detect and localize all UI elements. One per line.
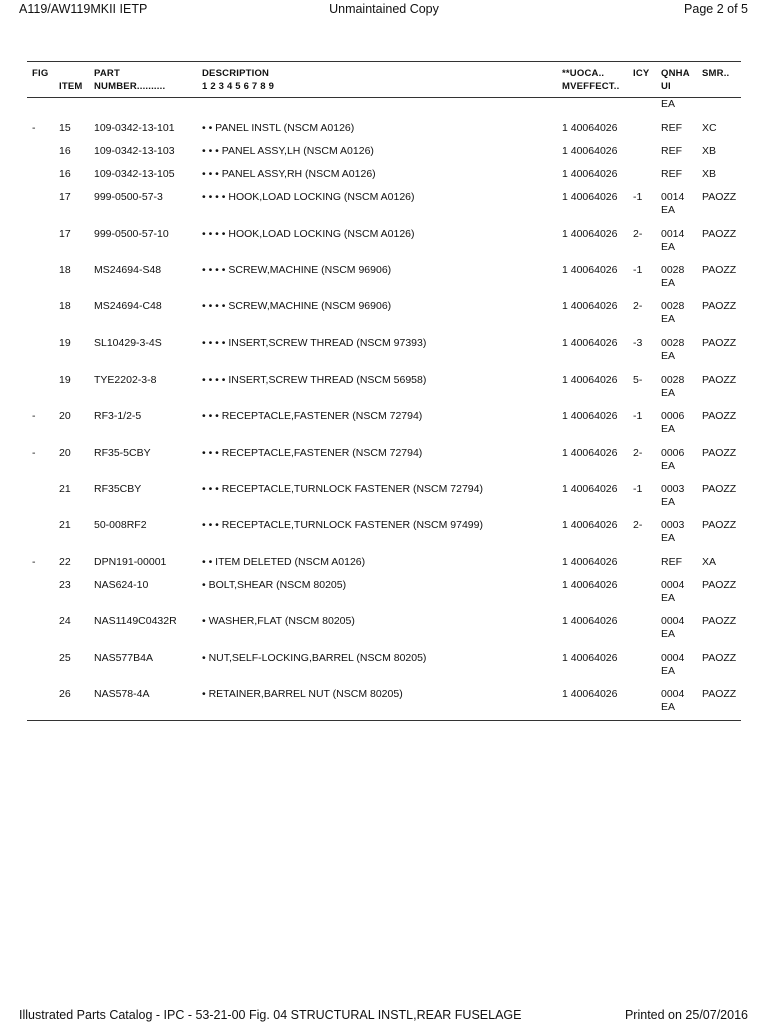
icy-cell: 2- (633, 519, 643, 531)
qty-cell: 0014 EA (661, 191, 685, 216)
smr-cell: XB (702, 168, 717, 180)
col-header-part-number: PART NUMBER.......... (94, 68, 166, 92)
part-number-cell: RF35CBY (94, 483, 142, 495)
uoc-cell: 1 40064026 (562, 447, 618, 459)
uoc-cell: 1 40064026 (562, 688, 618, 700)
qty-cell: 0003 EA (661, 483, 685, 508)
qty-cell: 0028 EA (661, 337, 685, 362)
col-header-smr: SMR.. (702, 68, 730, 79)
fig-cell: - (32, 447, 36, 459)
description-cell: • • • • SCREW,MACHINE (NSCM 96906) (202, 300, 392, 312)
smr-cell: XB (702, 145, 717, 157)
smr-cell: PAOZZ (702, 688, 737, 700)
page-header (0, 2, 768, 18)
part-number-cell: TYE2202-3-8 (94, 374, 157, 386)
part-number-cell: NAS578-4A (94, 688, 150, 700)
part-number-cell: RF35-5CBY (94, 447, 151, 459)
item-cell: 25 (59, 652, 71, 664)
icy-cell: -1 (633, 483, 643, 495)
qty-cell: 0004 EA (661, 615, 685, 640)
qty-cell: REF (661, 168, 682, 180)
fig-cell: - (32, 410, 36, 422)
icy-cell: -1 (633, 264, 643, 276)
uoc-cell: 1 40064026 (562, 191, 618, 203)
description-cell: • WASHER,FLAT (NSCM 80205) (202, 615, 355, 627)
qty-cell: 0003 EA (661, 519, 685, 544)
item-cell: 21 (59, 519, 71, 531)
uoc-cell: 1 40064026 (562, 168, 618, 180)
qty-cell: 0028 EA (661, 374, 685, 399)
description-cell: • • • • SCREW,MACHINE (NSCM 96906) (202, 264, 392, 276)
uoc-cell: 1 40064026 (562, 264, 618, 276)
item-cell: 16 (59, 168, 71, 180)
item-cell: 19 (59, 374, 71, 386)
uoc-cell: 1 40064026 (562, 337, 618, 349)
col-header-fig: FIG (32, 68, 49, 79)
printed-date: Printed on 25/07/2016 (624, 1008, 748, 1022)
description-cell: • • • PANEL ASSY,RH (NSCM A0126) (202, 168, 376, 180)
uoc-cell: 1 40064026 (562, 122, 618, 134)
description-cell: • NUT,SELF-LOCKING,BARREL (NSCM 80205) (202, 652, 427, 664)
part-number-cell: NAS624-10 (94, 579, 149, 591)
part-number-cell: NAS1149C0432R (94, 615, 177, 627)
smr-cell: PAOZZ (702, 264, 737, 276)
uoc-cell: 1 40064026 (562, 374, 618, 386)
uoc-cell: 1 40064026 (562, 410, 618, 422)
description-cell: • BOLT,SHEAR (NSCM 80205) (202, 579, 347, 591)
description-cell: • • • • INSERT,SCREW THREAD (NSCM 56958) (202, 374, 427, 386)
smr-cell: XC (702, 122, 717, 134)
col-header-icy: ICY (633, 68, 650, 79)
col-header-description: DESCRIPTION 1 2 3 4 5 6 7 8 9 (202, 68, 275, 92)
smr-cell: XA (702, 556, 717, 568)
qty-cell: 0006 EA (661, 410, 685, 435)
qty-cell: 0028 EA (661, 300, 685, 325)
uoc-cell: 1 40064026 (562, 579, 618, 591)
item-cell: 23 (59, 579, 71, 591)
qty-cell: 0004 EA (661, 652, 685, 677)
part-number-cell: 109-0342-13-103 (94, 145, 175, 157)
item-cell: 15 (59, 122, 71, 134)
smr-cell: PAOZZ (702, 579, 737, 591)
part-number-cell: DPN191-00001 (94, 556, 167, 568)
item-cell: 22 (59, 556, 71, 568)
uoc-cell: 1 40064026 (562, 556, 618, 568)
description-cell: • • • RECEPTACLE,TURNLOCK FASTENER (NSCM 97499) (202, 519, 483, 531)
item-cell: 19 (59, 337, 71, 349)
qty-cell: 0014 EA (661, 228, 685, 253)
smr-cell: PAOZZ (702, 483, 737, 495)
icy-cell: 2- (633, 300, 643, 312)
icy-cell: -1 (633, 191, 643, 203)
item-cell: 16 (59, 145, 71, 157)
smr-cell: PAOZZ (702, 410, 737, 422)
part-number-cell: 999-0500-57-10 (94, 228, 169, 240)
smr-cell: PAOZZ (702, 374, 737, 386)
smr-cell: PAOZZ (702, 615, 737, 627)
uoc-cell: 1 40064026 (562, 228, 618, 240)
table-top-rule (27, 61, 741, 62)
icy-cell: 2- (633, 228, 643, 240)
icy-cell: 5- (633, 374, 643, 386)
item-cell: 17 (59, 228, 71, 240)
item-cell: 18 (59, 300, 71, 312)
qty-cell: 0004 EA (661, 688, 685, 713)
part-number-cell: NAS577B4A (94, 652, 153, 664)
qty-cell: 0004 EA (661, 579, 685, 604)
description-cell: • • • • HOOK,LOAD LOCKING (NSCM A0126) (202, 191, 415, 203)
icy-cell: -1 (633, 410, 643, 422)
description-cell: • • • • INSERT,SCREW THREAD (NSCM 97393) (202, 337, 427, 349)
uoc-cell: 1 40064026 (562, 483, 618, 495)
item-cell: 17 (59, 191, 71, 203)
item-cell: 20 (59, 447, 71, 459)
part-number-cell: 109-0342-13-101 (94, 122, 175, 134)
smr-cell: PAOZZ (702, 228, 737, 240)
description-cell: • • PANEL INSTL (NSCM A0126) (202, 122, 355, 134)
col-header-qty-ui: QNHA UI (661, 68, 690, 92)
smr-cell: PAOZZ (702, 337, 737, 349)
fig-cell: - (32, 556, 36, 568)
part-number-cell: MS24694-S48 (94, 264, 162, 276)
description-cell: • • • RECEPTACLE,TURNLOCK FASTENER (NSCM 72794) (202, 483, 483, 495)
part-number-cell: 999-0500-57-3 (94, 191, 163, 203)
uoc-cell: 1 40064026 (562, 300, 618, 312)
copy-status: Unmaintained Copy (329, 2, 439, 16)
qty-cell: 0006 EA (661, 447, 685, 472)
uoc-cell: 1 40064026 (562, 145, 618, 157)
smr-cell: PAOZZ (702, 652, 737, 664)
qty-cell: 0028 EA (661, 264, 685, 289)
description-cell: • • • • HOOK,LOAD LOCKING (NSCM A0126) (202, 228, 415, 240)
col-header-uoc: **UOCA.. MVEFFECT.. (562, 68, 620, 92)
item-cell: 18 (59, 264, 71, 276)
description-cell: • • • PANEL ASSY,LH (NSCM A0126) (202, 145, 374, 157)
document-id: A119/AW119MKII IETP (19, 2, 148, 16)
uoc-cell: 1 40064026 (562, 615, 618, 627)
catalog-title: Illustrated Parts Catalog - IPC - 53-21-00 Fig. 04 STRUCTURAL INSTL,REAR FUSELAGE (19, 1008, 522, 1022)
item-cell: 20 (59, 410, 71, 422)
description-cell: • • ITEM DELETED (NSCM A0126) (202, 556, 366, 568)
smr-cell: PAOZZ (702, 447, 737, 459)
qty-cell: REF (661, 556, 682, 568)
item-cell: 21 (59, 483, 71, 495)
smr-cell: PAOZZ (702, 191, 737, 203)
uoc-cell: 1 40064026 (562, 652, 618, 664)
uoc-cell: 1 40064026 (562, 519, 618, 531)
icy-cell: 2- (633, 447, 643, 459)
smr-cell: PAOZZ (702, 519, 737, 531)
item-cell: 24 (59, 615, 71, 627)
col-header-item: ITEM (59, 81, 83, 92)
fig-cell: - (32, 122, 36, 134)
icy-cell: -3 (633, 337, 643, 349)
part-number-cell: 109-0342-13-105 (94, 168, 175, 180)
description-cell: • • • RECEPTACLE,FASTENER (NSCM 72794) (202, 410, 423, 422)
part-number-cell: RF3-1/2-5 (94, 410, 142, 422)
qty-cell: REF (661, 122, 682, 134)
header-bottom-rule (27, 97, 741, 98)
page-number: Page 2 of 5 (684, 2, 748, 16)
smr-cell: PAOZZ (702, 300, 737, 312)
carryover-ui: EA (661, 98, 676, 110)
part-number-cell: MS24694-C48 (94, 300, 162, 312)
table-bottom-rule (27, 720, 741, 721)
description-cell: • RETAINER,BARREL NUT (NSCM 80205) (202, 688, 403, 700)
description-cell: • • • RECEPTACLE,FASTENER (NSCM 72794) (202, 447, 423, 459)
part-number-cell: SL10429-3-4S (94, 337, 162, 349)
item-cell: 26 (59, 688, 71, 700)
part-number-cell: 50-008RF2 (94, 519, 147, 531)
qty-cell: REF (661, 145, 682, 157)
